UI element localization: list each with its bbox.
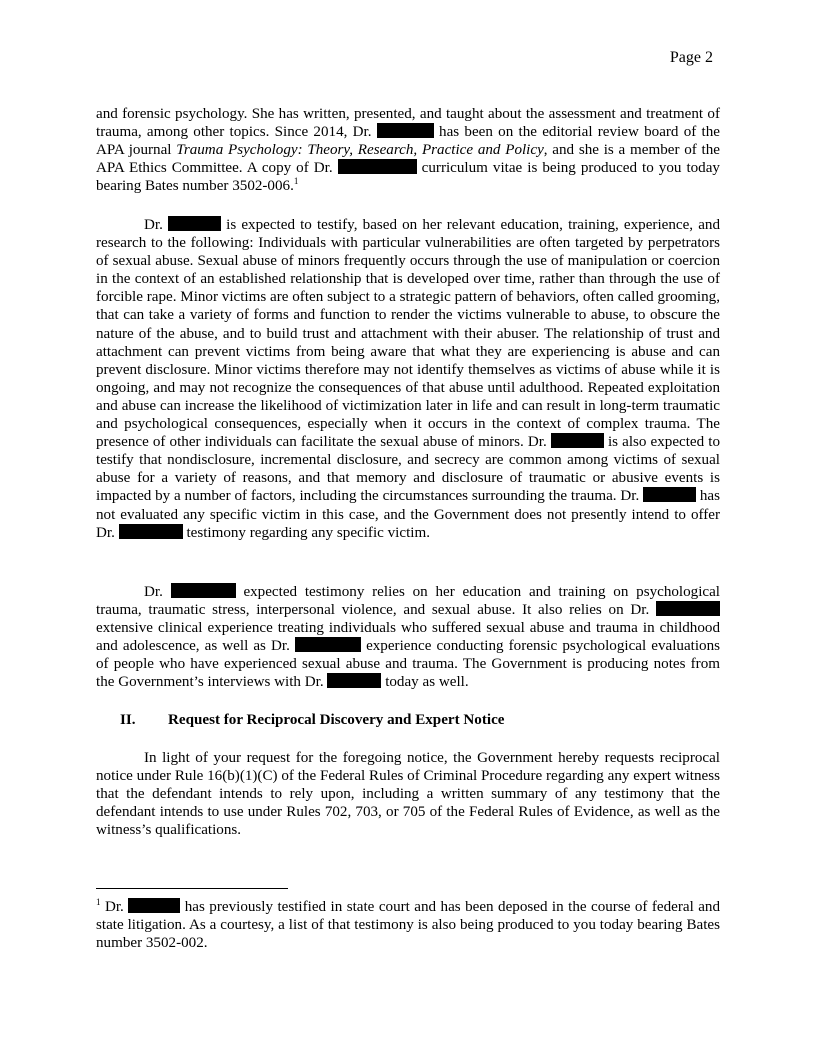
footnote-reference[interactable]: 1 — [293, 176, 299, 187]
paragraph-reciprocal-discovery: In light of your request for the foregoing notice, the Government hereby requests reciprocal notice under Rule 16(b)(1)(C) of the Federal Rules of Criminal Procedure regarding any expert witness that the defendant intends to rely upon, including a written summary of any testimony that the defendant intends to use under Rules 702, 703, or 705 of the Federal Rules of Evidence, as well as the witness’s qualifications. — [96, 750, 720, 839]
redaction-block — [656, 601, 720, 616]
redaction-block — [551, 433, 604, 448]
paragraph-basis-of-testimony: Dr. expected testimony relies on her education and training on psychological trauma, traumatic stress, interpersonal violence, and sexual abuse. It also relies on Dr. extensive clinical experience treating individuals who suffered sexual abuse and trauma in childhood and adolescence, as well as Dr. experience conducting forensic psychological evaluations of people who have experienced sexual abuse and trauma. The Government is producing notes from the Government’s interviews with Dr. today as well. — [96, 584, 720, 691]
redaction-block — [128, 898, 180, 913]
footnote-marker: 1 — [96, 897, 101, 907]
redaction-block — [643, 487, 696, 502]
paragraph-expected-testimony: Dr. is expected to testify, based on her relevant education, training, experience, and research to the following: Individuals with particular vulnerabilities are often targeted by perpetrators of sexual abuse. Sexual abuse of minors frequently occurs through the use of manipulation or coercion in the context of an established relationship that is developed over time, rather than through the use of forcible rape. Minor victims are often subject to a strategic pattern of behaviors, often called grooming, that can take a variety of forms and function to render the victims vulnerable to abuse, to obscure the nature of the abuse, and to build trust and attachment with their abuser. The relationship of trust and attachment can prevent victims from being aware that what they are experiencing is abuse and can prevent disclosure. Minor victims therefore may not identify themselves as victims of abuse while it is ongoing, and may not recognize the consequences of that abuse until adulthood. Repeated exploitation and abuse can increase the likelihood of victimization later in life and can result in long-term traumatic and psychological consequences, especially when it occurs in the context of complex trauma. The presence of other individuals can facilitate the sexual abuse of minors. Dr. is also expected to testify that nondisclosure, incremental disclosure, and secrecy are common among victims of sexual abuse for a variety of reasons, and that memory and disclosure of traumatic or abusive events is impacted by a number of factors, including the circumstances surrounding the trauma. Dr. has not evaluated any specific victim in this case, and the Government does not presently intend to offer Dr. testimony regarding any specific victim. — [96, 217, 721, 541]
footnote: $^1$ Dr. has previously testified in state court and has been deposed in the course of federal and state litigation. As a courtesy, a list of that testimony is also being produced to you today bearing Bates number 3502-002. — [96, 897, 720, 952]
paragraph-expert-qualifications: and forensic psychology. She has written, presented, and taught about the assessment and treatment of trauma, among other topics. Since 2014, Dr. has been on the editorial review board of the APA journal Trauma Psychology: Theory, Research, Practice and Policy, and she is a member of the APA Ethics Committee. A copy of Dr. curriculum vitae is being produced to you today bearing Bates number 3502-006.$^1$ — [96, 106, 720, 195]
redaction-block — [338, 159, 417, 174]
redaction-block — [119, 524, 183, 539]
page-number: Page 2 — [669, 49, 713, 66]
redaction-block — [377, 123, 434, 138]
section-title: Request for Reciprocal Discovery and Expert Notice — [168, 712, 505, 728]
redaction-block — [171, 583, 236, 598]
footnote-separator — [96, 888, 288, 889]
section-number: II. — [120, 712, 136, 728]
redaction-block — [168, 216, 221, 231]
redaction-block — [327, 673, 381, 688]
journal-title: Trauma Psychology: Theory, Research, Practice and Policy — [176, 142, 544, 159]
section-heading — [120, 711, 504, 729]
redaction-block — [295, 637, 361, 652]
